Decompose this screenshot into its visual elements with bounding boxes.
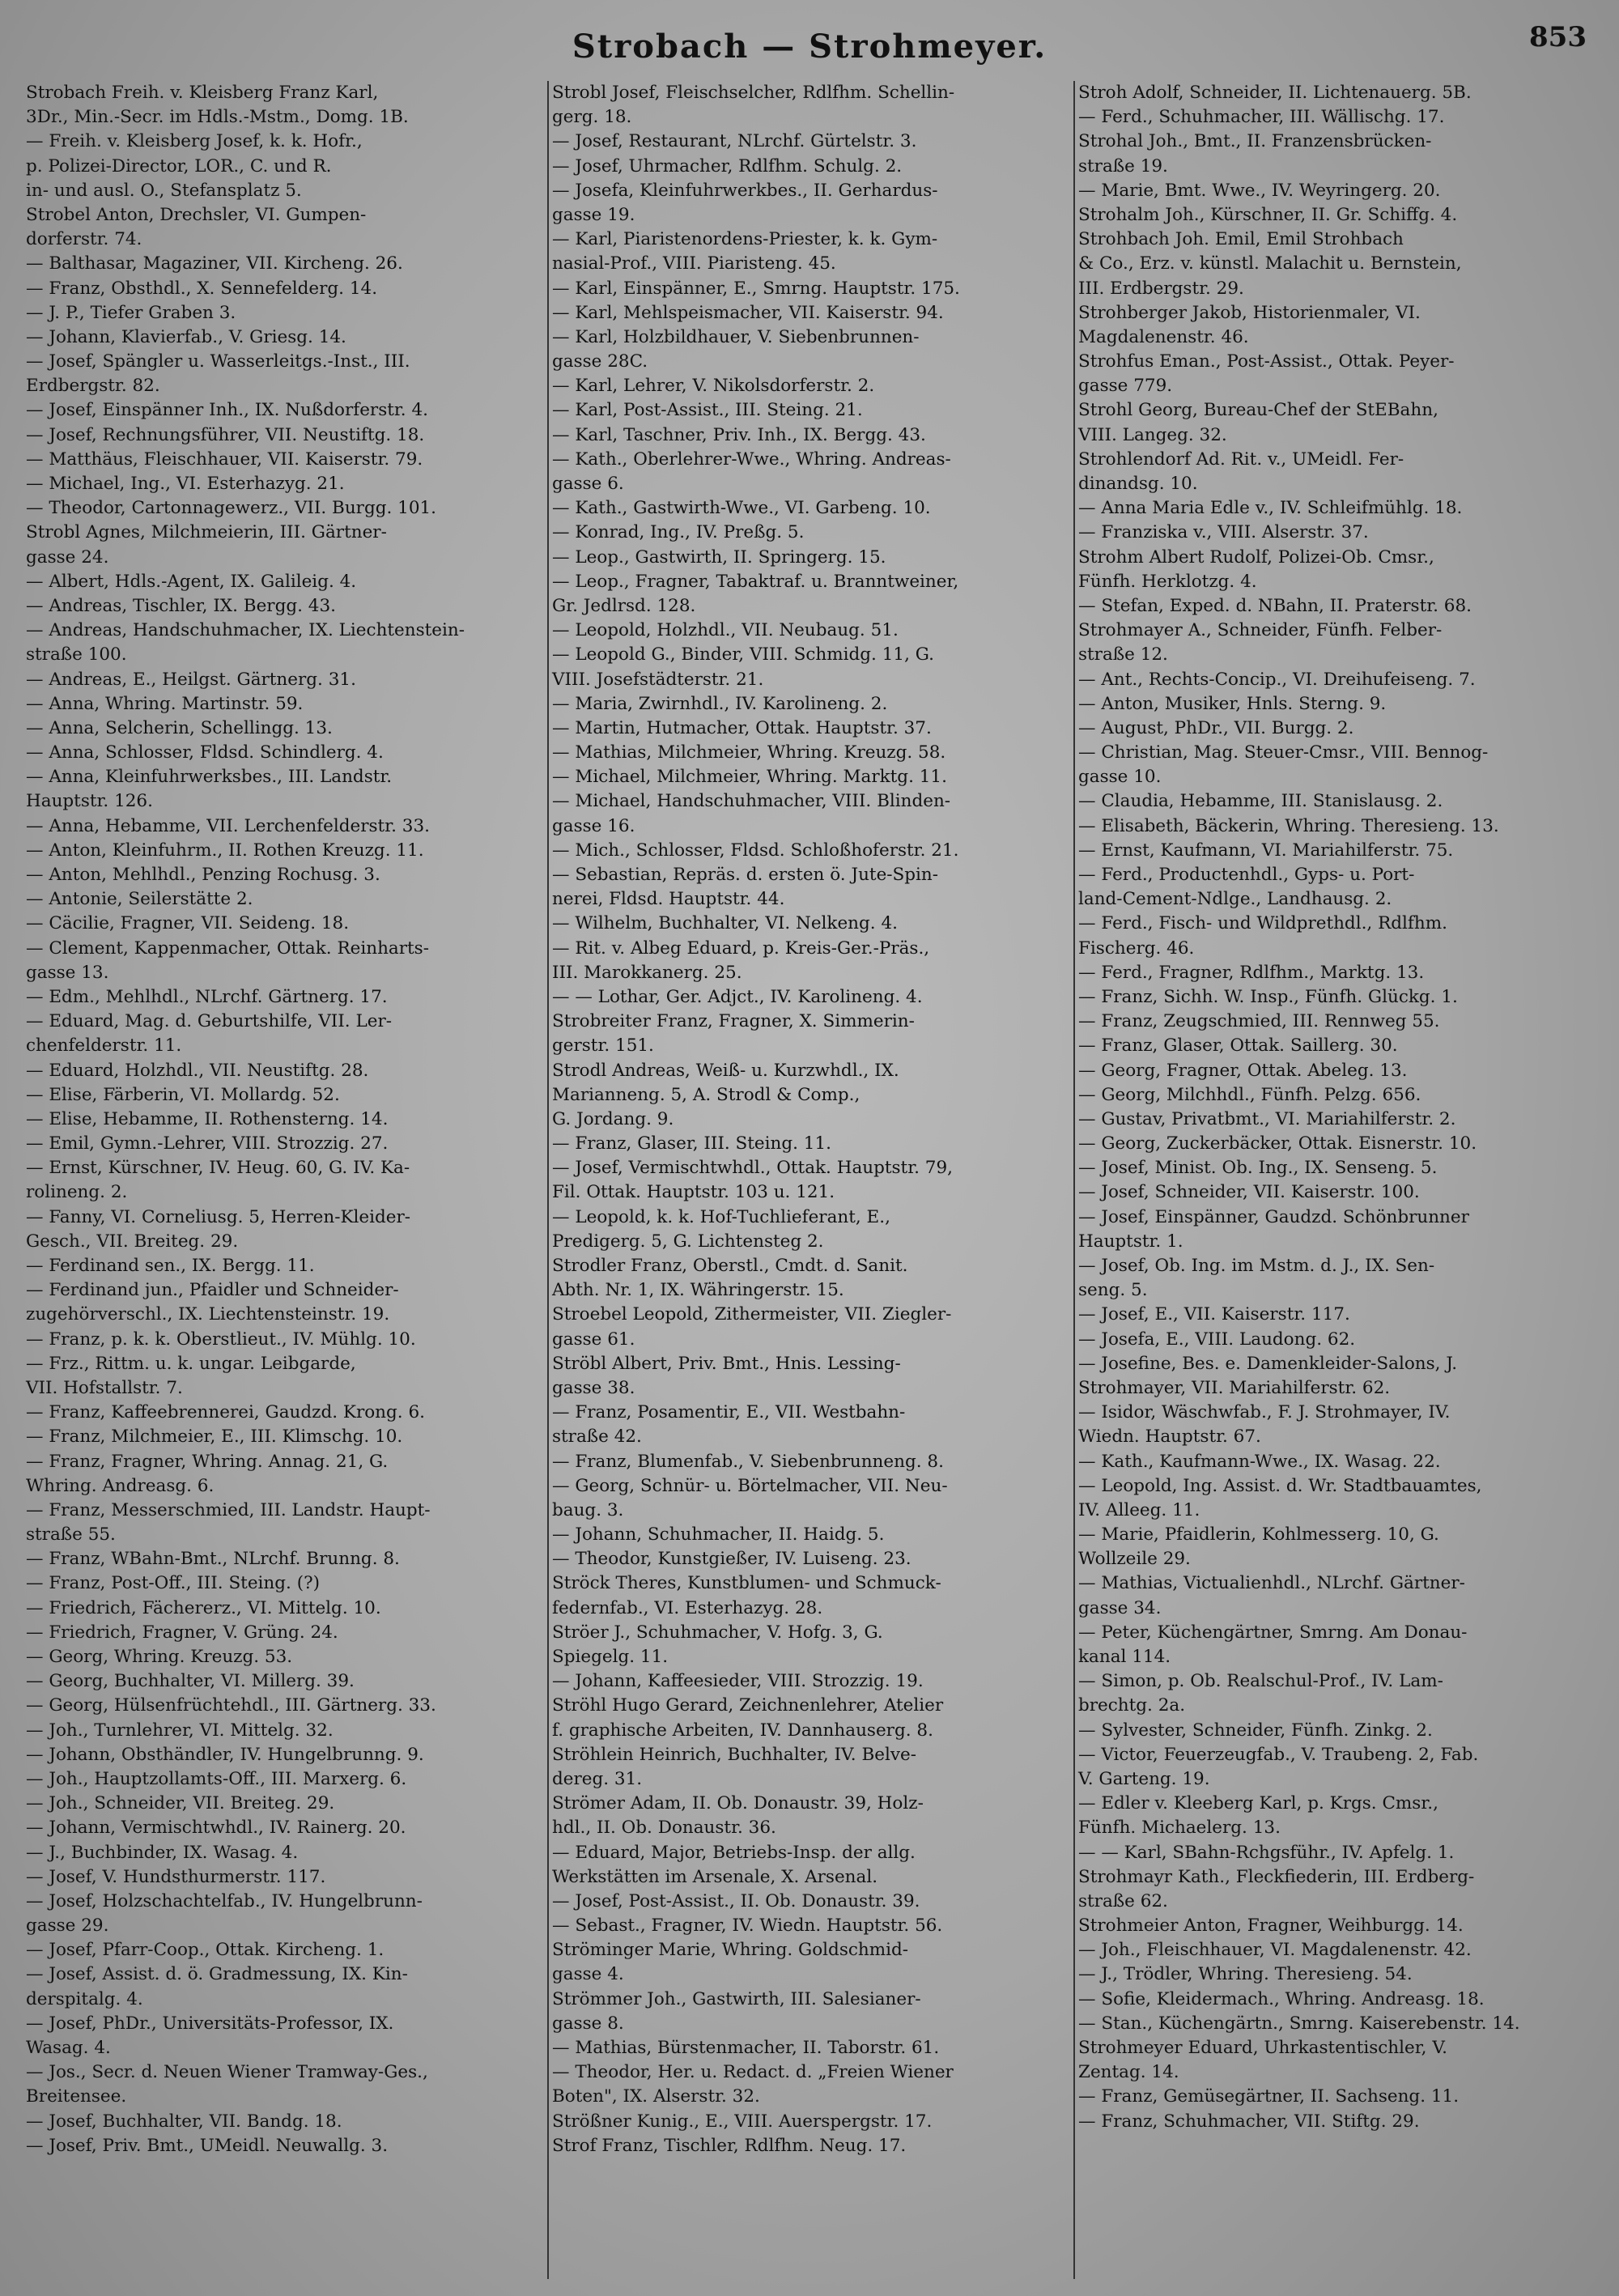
directory-line: — Michael, Milchmeier, Whring. Marktg. 11.: [552, 767, 947, 788]
directory-line: Werkstätten im Arsenale, X. Arsenal.: [552, 1866, 878, 1887]
directory-line: — Sylvester, Schneider, Fünfh. Zinkg. 2.: [1078, 1720, 1433, 1741]
directory-line: Marianneng. 5, A. Strodl & Comp.,: [552, 1084, 860, 1105]
directory-line: — Christian, Mag. Steuer-Cmsr., VIII. Bennog-: [1078, 742, 1489, 763]
directory-line: — Anna Maria Edle v., IV. Schleifmühlg. 18.: [1078, 498, 1463, 519]
directory-line: dereg. 31.: [552, 1768, 643, 1789]
directory-line: Gesch., VII. Breiteg. 29.: [26, 1231, 239, 1252]
directory-line: — Edm., Mehlhdl., NLrchf. Gärtnerg. 17.: [26, 986, 388, 1007]
directory-line: — Anna, Whring. Martinstr. 59.: [26, 693, 304, 714]
directory-line: — Eduard, Major, Betriebs-Insp. der allg.: [552, 1842, 916, 1863]
directory-line: gasse 34.: [1078, 1597, 1162, 1618]
directory-line: seng. 5.: [1078, 1280, 1148, 1301]
directory-line: — Josefa, E., VIII. Laudong. 62.: [1078, 1329, 1356, 1350]
directory-line: Boten", IX. Alserstr. 32.: [552, 2086, 760, 2107]
directory-line: Ströhlein Heinrich, Buchhalter, IV. Belve-: [552, 1744, 916, 1765]
directory-line: III. Erdbergstr. 29.: [1078, 278, 1244, 299]
directory-line: — Josef, PhDr., Universitäts-Professor, IX.: [26, 2013, 394, 2034]
directory-line: chenfelderstr. 11.: [26, 1035, 182, 1057]
directory-line: — Mathias, Milchmeier, Whring. Kreuzg. 58.: [552, 742, 946, 763]
directory-line: — Konrad, Ing., IV. Preßg. 5.: [552, 522, 805, 543]
directory-line: gasse 6.: [552, 474, 624, 494]
directory-line: p. Polizei-Director, LOR., C. und R.: [26, 155, 332, 176]
directory-line: — Josef, Uhrmacher, Rdlfhm. Schulg. 2.: [552, 155, 903, 176]
directory-line: — Friedrich, Fragner, V. Grüng. 24.: [26, 1622, 338, 1643]
directory-line: Strohbach Joh. Emil, Emil Strohbach: [1078, 229, 1404, 250]
directory-line: — Georg, Hülsenfrüchtehdl., III. Gärtnerg. 33.: [26, 1695, 436, 1716]
directory-line: — Anton, Musiker, Hnls. Sterng. 9.: [1078, 693, 1387, 714]
directory-line: — Georg, Milchhdl., Fünfh. Pelzg. 656.: [1078, 1084, 1421, 1105]
directory-line: — Johann, Kaffeesieder, VIII. Strozzig. 19.: [552, 1671, 924, 1692]
directory-line: gasse 29.: [26, 1915, 109, 1937]
directory-line: — Josef, Einspänner, Gaudzd. Schönbrunner: [1078, 1206, 1469, 1227]
directory-line: — Josef, Pfarr-Coop., Ottak. Kircheng. 1.: [26, 1940, 385, 1961]
directory-line: — Andreas, Handschuhmacher, IX. Liechtenstein-: [26, 620, 465, 641]
directory-line: straße 62.: [1078, 1890, 1168, 1911]
directory-line: Strohfus Eman., Post-Assist., Ottak. Peyer-: [1078, 351, 1455, 372]
directory-line: — Emil, Gymn.-Lehrer, VIII. Strozzig. 27.: [26, 1133, 389, 1154]
directory-line: — Sebastian, Repräs. d. ersten ö. Jute-Spin-: [552, 865, 939, 885]
directory-line: — Georg, Fragner, Ottak. Abeleg. 13.: [1078, 1060, 1408, 1081]
directory-line: — Sofie, Kleidermach., Whring. Andreasg. 18.: [1078, 1988, 1485, 2009]
directory-line: straße 12.: [1078, 644, 1168, 665]
directory-line: straße 100.: [26, 644, 127, 665]
directory-line: — Wilhelm, Buchhalter, VI. Nelkeng. 4.: [552, 913, 898, 934]
directory-line: — Isidor, Wäschwfab., F. J. Strohmayer, IV.: [1078, 1402, 1451, 1423]
directory-line: — Josefa, Kleinfuhrwerkbes., II. Gerhardus-: [552, 180, 938, 201]
directory-line: brechtg. 2a.: [1078, 1695, 1186, 1716]
directory-line: — Josef, Spängler u. Wasserleitgs.-Inst., III.: [26, 351, 410, 372]
directory-line: Strobl Agnes, Milchmeierin, III. Gärtner-: [26, 522, 387, 543]
directory-line: — Josef, Buchhalter, VII. Bandg. 18.: [26, 2111, 342, 2132]
directory-line: Hauptstr. 1.: [1078, 1231, 1183, 1252]
directory-line: — Rit. v. Albeg Eduard, p. Kreis-Ger.-Präs.,: [552, 938, 930, 959]
directory-line: Strobel Anton, Drechsler, VI. Gumpen-: [26, 204, 367, 225]
directory-line: — Jos., Secr. d. Neuen Wiener Tramway-Ges.,: [26, 2062, 428, 2083]
directory-line: — Karl, Holzbildhauer, V. Siebenbrunnen-: [552, 326, 920, 347]
directory-line: — Johann, Obsthändler, IV. Hungelbrunng. 9.: [26, 1744, 424, 1765]
directory-line: — Josef, E., VII. Kaiserstr. 117.: [1078, 1304, 1350, 1325]
directory-line: gerstr. 151.: [552, 1035, 654, 1057]
directory-line: straße 55.: [26, 1524, 116, 1546]
directory-line: — Karl, Piaristenordens-Priester, k. k. Gym-: [552, 229, 938, 250]
directory-line: straße 19.: [1078, 155, 1168, 176]
directory-line: Wollzeile 29.: [1078, 1549, 1191, 1570]
directory-line: — Franz, Posamentir, E., VII. Westbahn-: [552, 1402, 906, 1423]
directory-line: — Theodor, Her. u. Redact. d. „Freien Wiener: [552, 2062, 954, 2083]
directory-line: gasse 38.: [552, 1377, 635, 1398]
directory-line: — Balthasar, Magaziner, VII. Kircheng. 26.: [26, 253, 403, 274]
directory-line: — Fanny, VI. Corneliusg. 5, Herren-Kleider-: [26, 1206, 411, 1227]
column-2: [549, 81, 1075, 2279]
directory-line: Abth. Nr. 1, IX. Währingerstr. 15.: [552, 1280, 844, 1301]
directory-line: — Kath., Kaufmann-Wwe., IX. Wasag. 22.: [1078, 1451, 1441, 1472]
directory-line: — Victor, Feuerzeugfab., V. Traubeng. 2, Fab.: [1078, 1744, 1479, 1765]
directory-line: — Anna, Kleinfuhrwerksbes., III. Landstr.: [26, 767, 393, 788]
directory-line: hdl., II. Ob. Donaustr. 36.: [552, 1818, 776, 1839]
directory-line: — Anton, Mehlhdl., Penzing Rochusg. 3.: [26, 865, 380, 885]
directory-line: Strof Franz, Tischler, Rdlfhm. Neug. 17.: [552, 2135, 907, 2156]
directory-line: dorferstr. 74.: [26, 229, 142, 250]
directory-line: — Sebast., Fragner, IV. Wiedn. Hauptstr. 56.: [552, 1915, 943, 1937]
directory-line: — Leop., Fragner, Tabaktraf. u. Branntweiner,: [552, 571, 959, 592]
directory-line: — Franz, Glaser, Ottak. Saillerg. 30.: [1078, 1035, 1398, 1057]
directory-line: Breitensee.: [26, 2086, 127, 2107]
directory-line: Strohberger Jakob, Historienmaler, VI.: [1078, 302, 1421, 323]
directory-line: gasse 4.: [552, 1964, 624, 1985]
directory-line: — Karl, Mehlspeismacher, VII. Kaiserstr. 94.: [552, 302, 944, 323]
directory-line: VIII. Josefstädterstr. 21.: [552, 669, 764, 690]
directory-line: baug. 3.: [552, 1499, 624, 1520]
directory-line: — Franz, Fragner, Whring. Annag. 21, G.: [26, 1451, 389, 1472]
directory-line: Strohmeyer Eduard, Uhrkastentischler, V.: [1078, 2038, 1447, 2058]
directory-line: Ströminger Marie, Whring. Goldschmid-: [552, 1940, 909, 1961]
directory-line: VII. Hofstallstr. 7.: [26, 1377, 183, 1398]
directory-line: Ströer J., Schuhmacher, V. Hofg. 3, G.: [552, 1622, 883, 1643]
directory-line: land-Cement-Ndlge., Landhausg. 2.: [1078, 889, 1392, 910]
directory-line: Ströbl Albert, Priv. Bmt., Hnis. Lessing-: [552, 1353, 901, 1374]
directory-line: Strößner Kunig., E., VIII. Auerspergstr. 17.: [552, 2111, 933, 2132]
directory-line: — Antonie, Seilerstätte 2.: [26, 889, 253, 910]
running-head: Strobach — Strohmeyer.: [572, 28, 1047, 66]
directory-line: Strohmayr Kath., Fleckfiederin, III. Erdberg-: [1078, 1866, 1475, 1887]
directory-line: Stroebel Leopold, Zithermeister, VII. Ziegler-: [552, 1304, 952, 1325]
directory-line: — Stefan, Exped. d. NBahn, II. Praterstr. 68.: [1078, 595, 1472, 616]
directory-line: Gr. Jedlrsd. 128.: [552, 595, 696, 616]
directory-line: Strohmayer, VII. Mariahilferstr. 62.: [1078, 1377, 1391, 1398]
directory-line: — Johann, Vermischtwhdl., IV. Rainerg. 20.: [26, 1818, 406, 1839]
directory-line: Spiegelg. 11.: [552, 1647, 669, 1667]
directory-line: VIII. Langeg. 32.: [1078, 424, 1227, 445]
directory-line: — Josef, Schneider, VII. Kaiserstr. 100.: [1078, 1182, 1420, 1203]
directory-line: — Johann, Klavierfab., V. Griesg. 14.: [26, 326, 346, 347]
directory-line: — — Lothar, Ger. Adjct., IV. Karolineng. 4.: [552, 986, 923, 1007]
directory-line: 3Dr., Min.-Secr. im Hdls.-Mstm., Domg. 1B.: [26, 107, 409, 128]
directory-line: — Franziska v., VIII. Alserstr. 37.: [1078, 522, 1369, 543]
directory-line: — Michael, Handschuhmacher, VIII. Blinden-: [552, 791, 951, 812]
directory-line: — Franz, WBahn-Bmt., NLrchf. Brunng. 8.: [26, 1549, 400, 1570]
directory-line: — Eduard, Mag. d. Geburtshilfe, VII. Ler-: [26, 1011, 392, 1032]
directory-line: — Josefine, Bes. e. Damenkleider-Salons, J.: [1078, 1353, 1458, 1374]
directory-line: — Franz, Obsthdl., X. Sennefelderg. 14.: [26, 278, 378, 299]
directory-line: Wasag. 4.: [26, 2038, 111, 2058]
directory-line: — Theodor, Cartonnagewerz., VII. Burgg. 101.: [26, 498, 437, 519]
directory-line: — Karl, Einspänner, E., Smrng. Hauptstr. 175.: [552, 278, 960, 299]
directory-line: gasse 8.: [552, 2013, 624, 2034]
directory-line: Strodler Franz, Oberstl., Cmdt. d. Sanit.: [552, 1256, 908, 1276]
directory-line: Hauptstr. 126.: [26, 791, 153, 812]
directory-line: f. graphische Arbeiten, IV. Dannhauserg. 8.: [552, 1720, 933, 1741]
directory-line: G. Jordang. 9.: [552, 1108, 674, 1129]
directory-line: — Josef, Post-Assist., II. Ob. Donaustr. 39.: [552, 1890, 920, 1911]
directory-line: gasse 10.: [1078, 767, 1162, 788]
directory-line: & Co., Erz. v. künstl. Malachit u. Bernstein,: [1078, 253, 1462, 274]
directory-line: — Josef, Einspänner Inh., IX. Nußdorferstr. 4.: [26, 400, 428, 421]
directory-line: — Josef, Ob. Ing. im Mstm. d. J., IX. Sen-: [1078, 1256, 1435, 1276]
directory-line: — Ferd., Schuhmacher, III. Wällischg. 17.: [1078, 107, 1445, 128]
directory-line: — Franz, Post-Off., III. Steing. (?): [26, 1573, 321, 1594]
directory-line: — Martin, Hutmacher, Ottak. Hauptstr. 37.: [552, 717, 932, 738]
directory-line: — Anna, Selcherin, Schellingg. 13.: [26, 717, 333, 738]
directory-line: — Claudia, Hebamme, III. Stanislausg. 2.: [1078, 791, 1443, 812]
directory-line: — Josef, Vermischtwhdl., Ottak. Hauptstr. 79,: [552, 1158, 953, 1179]
directory-line: — — Karl, SBahn-Rchgsführ., IV. Apfelg. 1.: [1078, 1842, 1455, 1863]
directory-line: Strohal Joh., Bmt., II. Franzensbrücken-: [1078, 131, 1432, 152]
directory-line: kanal 114.: [1078, 1647, 1171, 1667]
directory-line: — Joh., Fleischhauer, VI. Magdalenenstr. 42.: [1078, 1940, 1472, 1961]
directory-line: III. Marokkanerg. 25.: [552, 962, 742, 983]
directory-line: — Josef, Priv. Bmt., UMeidl. Neuwallg. 3.: [26, 2135, 389, 2156]
directory-line: — Georg, Schnür- u. Börtelmacher, VII. Neu-: [552, 1475, 948, 1496]
directory-line: — Franz, Blumenfab., V. Siebenbrunneng. 8.: [552, 1451, 944, 1472]
directory-line: in- und ausl. O., Stefansplatz 5.: [26, 180, 302, 201]
directory-line: — Josef, Minist. Ob. Ing., IX. Senseng. 5.: [1078, 1158, 1438, 1179]
directory-line: Wiedn. Hauptstr. 67.: [1078, 1426, 1261, 1448]
directory-line: — Ferd., Fragner, Rdlfhm., Marktg. 13.: [1078, 962, 1425, 983]
directory-line: — Josef, Restaurant, NLrchf. Gürtelstr. 3.: [552, 131, 917, 152]
directory-line: — J. P., Tiefer Graben 3.: [26, 302, 236, 323]
directory-line: zugehörverschl., IX. Liechtensteinstr. 19.: [26, 1304, 390, 1325]
directory-line: derspitalg. 4.: [26, 1988, 143, 2009]
directory-line: — Franz, Sichh. W. Insp., Fünfh. Glückg. 1.: [1078, 986, 1458, 1007]
directory-line: Strohalm Joh., Kürschner, II. Gr. Schiffg. 4.: [1078, 204, 1458, 225]
directory-line: — J., Buchbinder, IX. Wasag. 4.: [26, 1842, 299, 1863]
directory-line: gasse 19.: [552, 204, 635, 225]
directory-line: — Marie, Bmt. Wwe., IV. Weyringerg. 20.: [1078, 180, 1441, 201]
directory-line: — Franz, Milchmeier, E., III. Klimschg. 10.: [26, 1426, 403, 1448]
directory-line: — Leopold, k. k. Hof-Tuchlieferant, E.,: [552, 1206, 890, 1227]
directory-line: Strobl Josef, Fleischselcher, Rdlfhm. Schellin-: [552, 83, 955, 103]
directory-line: — Simon, p. Ob. Realschul-Prof., IV. Lam-: [1078, 1671, 1443, 1692]
directory-line: — Anton, Kleinfuhrm., II. Rothen Kreuzg. 11.: [26, 840, 424, 861]
directory-line: — Joh., Schneider, VII. Breiteg. 29.: [26, 1793, 335, 1814]
directory-line: — Leopold, Ing. Assist. d. Wr. Stadtbauamtes,: [1078, 1475, 1482, 1496]
directory-line: — Franz, Gemüsegärtner, II. Sachseng. 11.: [1078, 2086, 1460, 2107]
directory-line: dinandsg. 10.: [1078, 474, 1198, 494]
directory-line: — Mich., Schlosser, Fldsd. Schloßhoferstr. 21.: [552, 840, 959, 861]
directory-line: — Kath., Oberlehrer-Wwe., Whring. Andreas-: [552, 449, 951, 470]
directory-line: — Leopold G., Binder, VIII. Schmidg. 11, G.: [552, 644, 934, 665]
directory-line: Strohl Georg, Bureau-Chef der StEBahn,: [1078, 400, 1438, 421]
directory-line: — Andreas, Tischler, IX. Bergg. 43.: [26, 595, 336, 616]
directory-line: gasse 28C.: [552, 351, 648, 372]
directory-line: — J., Trödler, Whring. Theresieng. 54.: [1078, 1964, 1413, 1985]
directory-line: V. Garteng. 19.: [1078, 1768, 1210, 1789]
directory-line: gasse 24.: [26, 546, 109, 568]
directory-line: — Eduard, Holzhdl., VII. Neustiftg. 28.: [26, 1060, 369, 1081]
directory-line: — Peter, Küchengärtner, Smrng. Am Donau-: [1078, 1622, 1468, 1643]
directory-line: — Karl, Lehrer, V. Nikolsdorferstr. 2.: [552, 376, 875, 397]
directory-line: — Ferdinand sen., IX. Bergg. 11.: [26, 1256, 315, 1276]
directory-line: Strohlendorf Ad. Rit. v., UMeidl. Fer-: [1078, 449, 1404, 470]
directory-line: — Joh., Hauptzollamts-Off., III. Marxerg. 6.: [26, 1768, 407, 1789]
directory-line: — Karl, Taschner, Priv. Inh., IX. Bergg. 43.: [552, 424, 926, 445]
directory-line: — Elise, Hebamme, II. Rothensterng. 14.: [26, 1108, 389, 1129]
directory-line: — Karl, Post-Assist., III. Steing. 21.: [552, 400, 863, 421]
column-1: [23, 81, 549, 2279]
directory-line: — Cäcilie, Fragner, VII. Seideng. 18.: [26, 913, 350, 934]
directory-line: — Andreas, E., Heilgst. Gärtnerg. 31.: [26, 669, 356, 690]
directory-columns: [23, 81, 1601, 2279]
directory-line: — Josef, V. Hundsthurmerstr. 117.: [26, 1866, 326, 1887]
directory-line: Strohmeier Anton, Fragner, Weihburgg. 14.: [1078, 1915, 1464, 1937]
directory-line: gasse 779.: [1078, 376, 1173, 397]
directory-line: Ströck Theres, Kunstblumen- und Schmuck-: [552, 1573, 941, 1594]
directory-line: gerg. 18.: [552, 107, 632, 128]
directory-line: — August, PhDr., VII. Burgg. 2.: [1078, 717, 1354, 738]
page-number: 853: [1529, 21, 1587, 53]
directory-line: — Friedrich, Fächererz., VI. Mittelg. 10.: [26, 1597, 381, 1618]
directory-line: — Kath., Gastwirth-Wwe., VI. Garbeng. 10.: [552, 498, 931, 519]
directory-line: Fünfh. Herklotzg. 4.: [1078, 571, 1257, 592]
directory-line: — Anna, Schlosser, Fldsd. Schindlerg. 4.: [26, 742, 384, 763]
directory-line: — Albert, Hdls.-Agent, IX. Galileig. 4.: [26, 571, 357, 592]
directory-line: — Elisabeth, Bäckerin, Whring. Theresieng. 13.: [1078, 815, 1499, 836]
directory-line: gasse 13.: [26, 962, 109, 983]
directory-line: — Maria, Zwirnhdl., IV. Karolineng. 2.: [552, 693, 888, 714]
directory-line: Strodl Andreas, Weiß- u. Kurzwhdl., IX.: [552, 1060, 899, 1081]
directory-line: — Joh., Turnlehrer, VI. Mittelg. 32.: [26, 1720, 334, 1741]
directory-line: IV. Alleeg. 11.: [1078, 1499, 1200, 1520]
directory-line: — Clement, Kappenmacher, Ottak. Reinharts-: [26, 938, 429, 959]
page-header: [0, 6, 1619, 66]
directory-line: — Ernst, Kürschner, IV. Heug. 60, G. IV. Ka-: [26, 1158, 410, 1179]
directory-line: — Elise, Färberin, VI. Mollardg. 52.: [26, 1084, 340, 1105]
directory-line: — Leop., Gastwirth, II. Springerg. 15.: [552, 546, 886, 568]
directory-line: — Franz, Glaser, III. Steing. 11.: [552, 1133, 831, 1154]
directory-line: — Ferdinand jun., Pfaidler und Schneider-: [26, 1280, 399, 1301]
directory-line: — Marie, Pfaidlerin, Kohlmesserg. 10, G.: [1078, 1524, 1439, 1546]
directory-line: — Freih. v. Kleisberg Josef, k. k. Hofr.,: [26, 131, 363, 152]
directory-line: — Frz., Rittm. u. k. ungar. Leibgarde,: [26, 1353, 356, 1374]
directory-line: Fünfh. Michaelerg. 13.: [1078, 1818, 1281, 1839]
directory-line: — Franz, Zeugschmied, III. Rennweg 55.: [1078, 1011, 1440, 1032]
directory-line: — Josef, Rechnungsführer, VII. Neustiftg. 18.: [26, 424, 425, 445]
directory-line: Strobreiter Franz, Fragner, X. Simmerin-: [552, 1011, 915, 1032]
directory-line: Ströhl Hugo Gerard, Zeichnenlehrer, Atelier: [552, 1695, 944, 1716]
directory-line: — Johann, Schuhmacher, II. Haidg. 5.: [552, 1524, 885, 1546]
directory-line: — Theodor, Kunstgießer, IV. Luiseng. 23.: [552, 1549, 911, 1570]
directory-line: Magdalenenstr. 46.: [1078, 326, 1249, 347]
directory-line: — Michael, Ing., VI. Esterhazyg. 21.: [26, 474, 345, 494]
directory-line: — Josef, Assist. d. ö. Gradmessung, IX. Kin-: [26, 1964, 408, 1985]
directory-line: Strobach Freih. v. Kleisberg Franz Karl,: [26, 83, 379, 103]
directory-line: Whring. Andreasg. 6.: [26, 1475, 215, 1496]
directory-line: — Ferd., Productenhdl., Gyps- u. Port-: [1078, 865, 1415, 885]
directory-line: — Josef, Holzschachtelfab., IV. Hungelbrunn-: [26, 1890, 423, 1911]
directory-line: — Mathias, Victualienhdl., NLrchf. Gärtner-: [1078, 1573, 1465, 1594]
directory-line: — Mathias, Bürstenmacher, II. Taborstr. 61.: [552, 2038, 940, 2058]
directory-line: — Gustav, Privatbmt., VI. Mariahilferstr. 2.: [1078, 1108, 1456, 1129]
directory-line: Strömer Adam, II. Ob. Donaustr. 39, Holz-: [552, 1793, 924, 1814]
directory-line: — Georg, Whring. Kreuzg. 53.: [26, 1647, 293, 1667]
directory-line: — Franz, Messerschmied, III. Landstr. Haupt-: [26, 1499, 431, 1520]
directory-line: Fischerg. 46.: [1078, 938, 1195, 959]
directory-line: — Franz, p. k. k. Oberstlieut., IV. Mühlg. 10.: [26, 1329, 416, 1350]
directory-line: nerei, Fldsd. Hauptstr. 44.: [552, 889, 785, 910]
directory-line: — Stan., Küchengärtn., Smrng. Kaiserebenstr. 14.: [1078, 2013, 1520, 2034]
directory-line: straße 42.: [552, 1426, 642, 1448]
directory-line: Stroh Adolf, Schneider, II. Lichtenauerg. 5B.: [1078, 83, 1472, 103]
directory-line: — Georg, Buchhalter, VI. Millerg. 39.: [26, 1671, 355, 1692]
directory-line: — Franz, Schuhmacher, VII. Stiftg. 29.: [1078, 2111, 1420, 2132]
directory-line: — Anna, Hebamme, VII. Lerchenfelderstr. 33.: [26, 815, 430, 836]
directory-line: Fil. Ottak. Hauptstr. 103 u. 121.: [552, 1182, 835, 1203]
directory-line: gasse 16.: [552, 815, 635, 836]
directory-line: — Ant., Rechts-Concip., VI. Dreihufeiseng. 7.: [1078, 669, 1476, 690]
directory-line: — Georg, Zuckerbäcker, Ottak. Eisnerstr. 10.: [1078, 1133, 1477, 1154]
directory-line: rolineng. 2.: [26, 1182, 128, 1203]
directory-line: — Ernst, Kaufmann, VI. Mariahilferstr. 75.: [1078, 840, 1454, 861]
directory-line: — Edler v. Kleeberg Karl, p. Krgs. Cmsr.,: [1078, 1793, 1438, 1814]
directory-line: Predigerg. 5, G. Lichtensteg 2.: [552, 1231, 824, 1252]
directory-line: nasial-Prof., VIII. Piaristeng. 45.: [552, 253, 836, 274]
directory-line: gasse 61.: [552, 1329, 635, 1350]
directory-line: Strömmer Joh., Gastwirth, III. Salesianer-: [552, 1988, 921, 2009]
directory-line: Erdbergstr. 82.: [26, 376, 160, 397]
directory-line: Strohmayer A., Schneider, Fünfh. Felber-: [1078, 620, 1443, 641]
directory-line: federnfab., VI. Esterhazyg. 28.: [552, 1597, 823, 1618]
directory-line: Zentag. 14.: [1078, 2062, 1179, 2083]
directory-line: — Ferd., Fisch- und Wildprethdl., Rdlfhm.: [1078, 913, 1447, 934]
directory-line: — Franz, Kaffeebrennerei, Gaudzd. Krong. 6.: [26, 1402, 425, 1423]
directory-line: — Leopold, Holzhdl., VII. Neubaug. 51.: [552, 620, 899, 641]
directory-line: — Matthäus, Fleischhauer, VII. Kaiserstr. 79.: [26, 449, 423, 470]
directory-line: Strohm Albert Rudolf, Polizei-Ob. Cmsr.,: [1078, 546, 1434, 568]
column-3: [1075, 81, 1601, 2279]
